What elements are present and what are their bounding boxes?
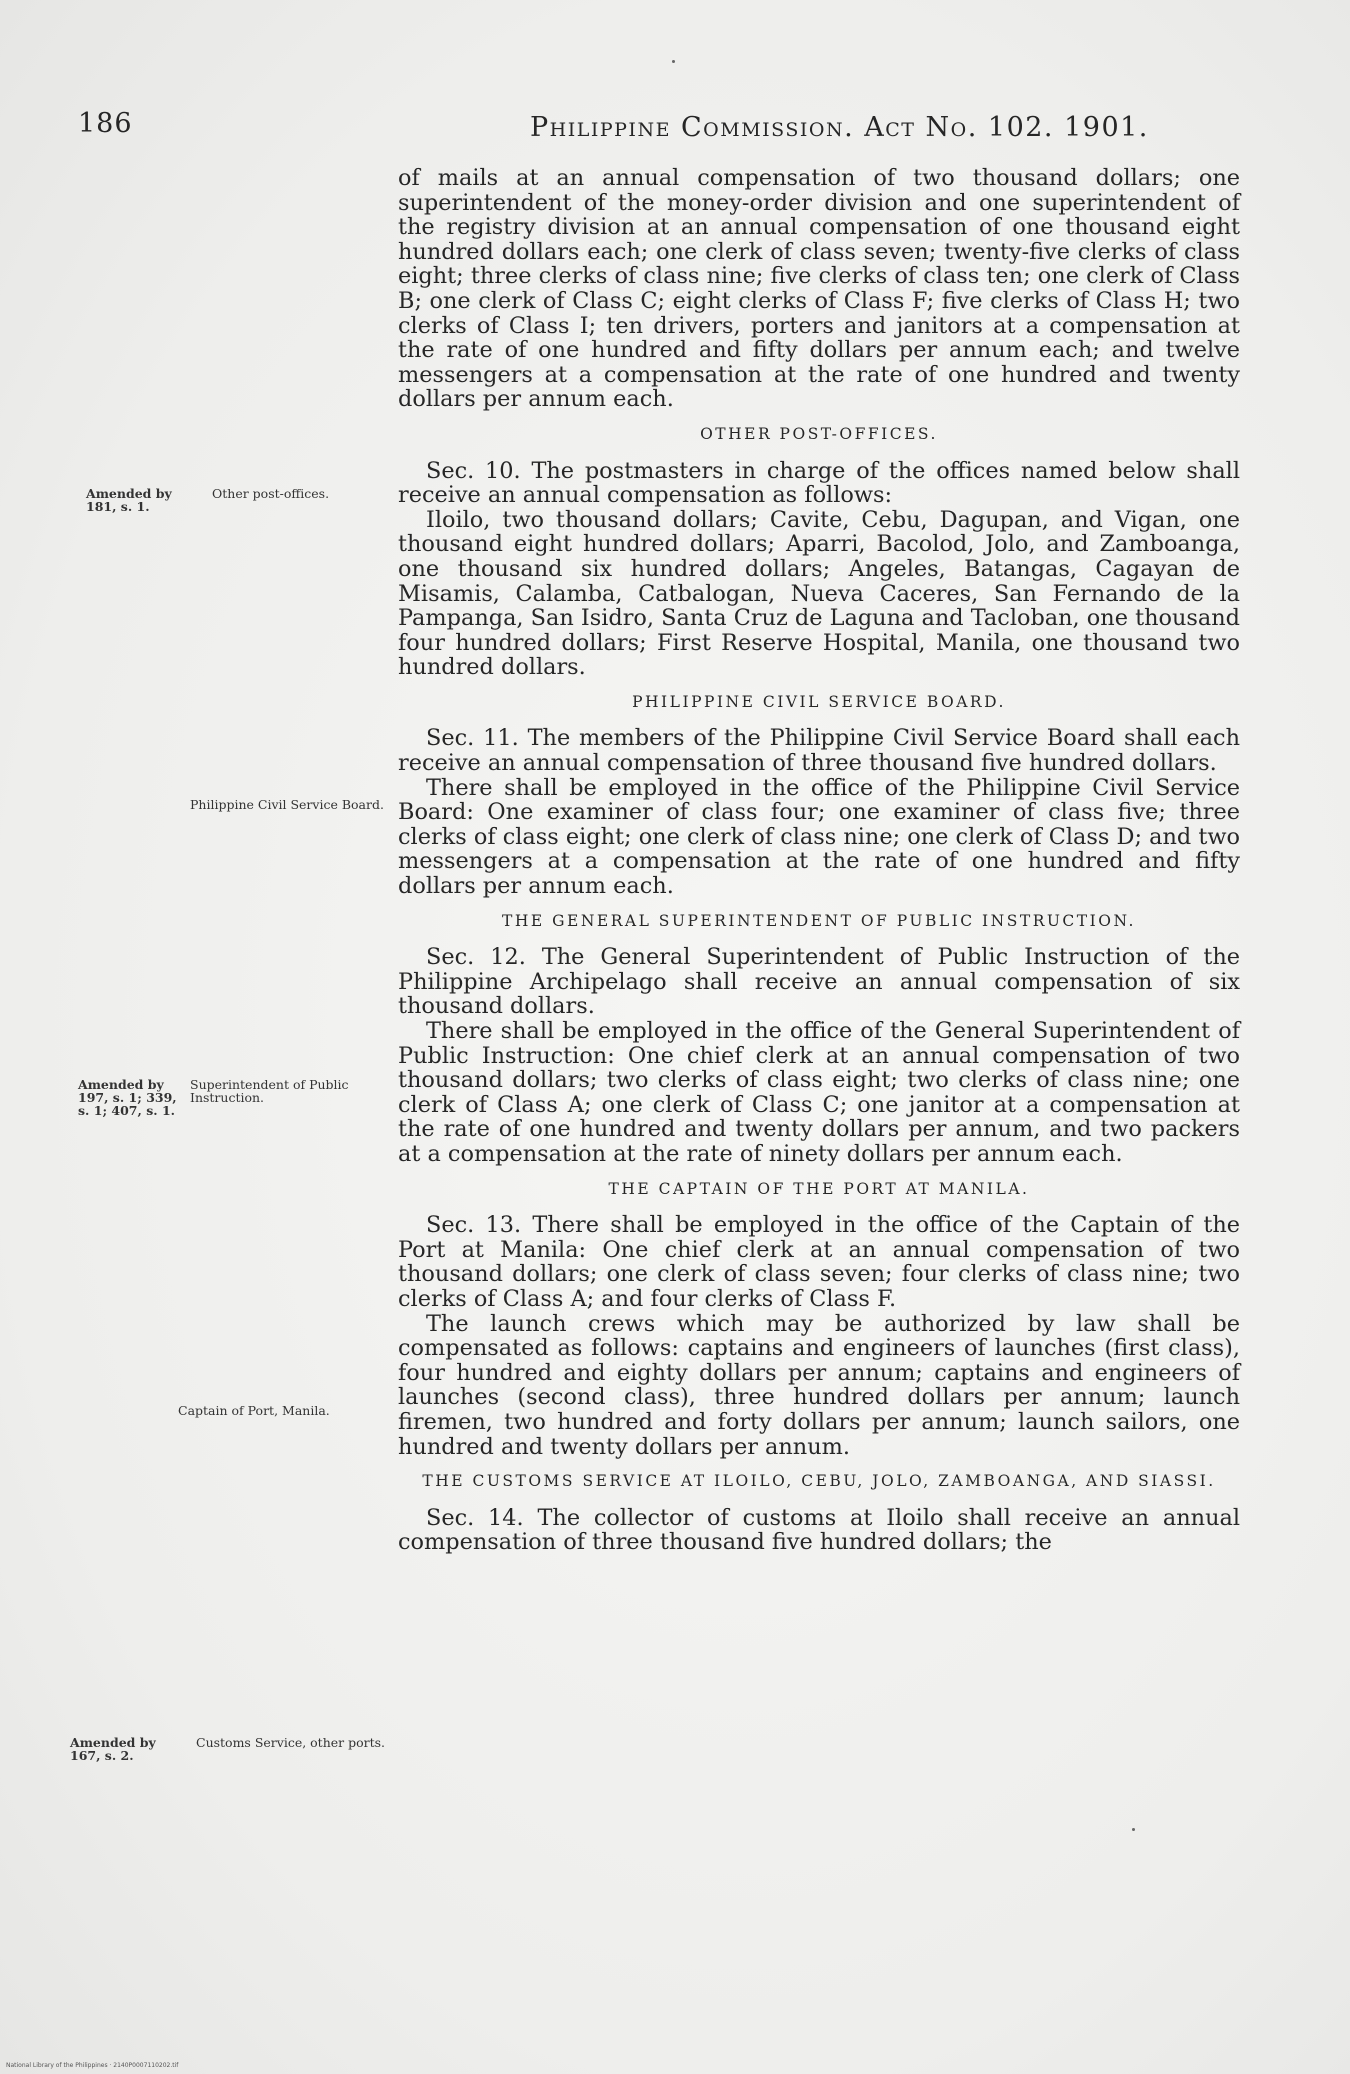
running-head: Philippine Commission. Act No. 102. 1901.	[530, 112, 1149, 143]
paragraph: Iloilo, two thousand dollars; Cavite, Cebu, Dagupan, and Vigan, one thousand eight hundred dollars; Aparri, Bacolod, Jolo, and Zamboanga, one thousand six hundred dollars; Angeles, Batangas, Cagayan de Misamis, Calamba, Catbalogan, Nueva Caceres, San Fernando de la Pampanga, San Isidro, Santa Cruz de Laguna and Tacloban, one thousand four hundred dollars; First Reserve Hospital, Manila, one thousand two hundred dollars.	[398, 506, 1240, 681]
paragraph-sec-13: Sec. 13. There shall be employed in the office of the Captain of the Port at Manila: One chief clerk at an annual compensation of two thousand dollars; one clerk of class seven; four clerks of class nine; two clerks of Class A; and four clerks of Class F.	[398, 1212, 1240, 1312]
paragraph: There shall be employed in the office of the Philippine Civil Service Board: One examiner of class four; one examiner of class five; three clerks of class eight; one clerk of class nine; one clerk of Class D; and two messengers at a compensation at the rate of one hundred and fifty dollars per annum each.	[398, 774, 1240, 900]
margin-note-amended-167: Amended by 167, s. 2.	[70, 1735, 156, 1763]
paragraph: There shall be employed in the office of the General Superintendent of Public Instruction: One chief clerk at an annual compensation of two thousand dollars; two clerks of class eight; two clerks of class nine; one clerk of Class A; one clerk of Class C; one janitor at a compensation at the rate of one hundred and twenty dollars per annum, and two packers at a compensation at the rate of ninety dollars per annum each.	[398, 1018, 1240, 1167]
margin-note-amended-181: Amended by 181, s. 1.	[86, 486, 172, 514]
margin-note-superintendent: Superintendent of Public Instruction.	[190, 1077, 349, 1105]
paragraph: The launch crews which may be authorized by law shall be compensated as follows: captains and engineers of launches (first class), four hundred and eighty dollars per annum; captains and engineers of launches (second class), three hundred dollars per annum; launch firemen, two hundred and forty dollars per annum; launch sailors, one hundred and twenty dollars per annum.	[398, 1310, 1240, 1460]
section-heading-civil-service-board: PHILIPPINE CIVIL SERVICE BOARD.	[632, 692, 1006, 711]
paragraph-sec-12: Sec. 12. The General Superintendent of Public Instruction of the Philippine Archipelago shall receive an annual compensation of six thousand dollars.	[398, 944, 1240, 1020]
margin-note-amended-197: Amended by 197, s. 1; 339, s. 1; 407, s. 1.	[78, 1077, 177, 1118]
scan-speck	[1132, 1828, 1135, 1831]
paragraph-sec-11: Sec. 11. The members of the Philippine Civil Service Board shall each receive an annual compensation of three thousand five hundred dollars.	[398, 725, 1240, 777]
section-heading-customs-service: THE CUSTOMS SERVICE AT ILOILO, CEBU, JOLO, ZAMBOANGA, AND SIASSI.	[422, 1472, 1216, 1491]
margin-note-civil-service-board: Philippine Civil Service Board.	[190, 797, 384, 812]
section-heading-captain-of-port: THE CAPTAIN OF THE PORT AT MANILA.	[608, 1179, 1030, 1198]
section-heading-other-post-offices: OTHER POST-OFFICES.	[700, 424, 938, 443]
margin-note-captain-of-port: Captain of Port, Manila.	[178, 1403, 330, 1418]
scan-footer: National Library of the Philippines · 2140P0007110202.tif	[6, 2062, 179, 2069]
paragraph-sec-14: Sec. 14. The collector of customs at Iloilo shall receive an annual compensation of three thousand five hundred dollars; the	[398, 1504, 1240, 1556]
margin-note-other-post-offices: Other post-offices.	[212, 486, 330, 501]
paragraph-sec-10: Sec. 10. The postmasters in charge of the offices named below shall receive an annual compensation as follows:	[398, 457, 1240, 509]
page-number: 186	[78, 108, 133, 139]
section-heading-public-instruction: THE GENERAL SUPERINTENDENT OF PUBLIC INSTRUCTION.	[502, 911, 1136, 930]
scan-speck	[672, 60, 675, 63]
paragraph: of mails at an annual compensation of two thousand dollars; one superintendent of the money-order division and one superintendent of the registry division at an annual compensation of one thousand eight hundred dollars each; one clerk of class seven; twenty-five clerks of class eight; three clerks of class nine; five clerks of class ten; one clerk of Class B; one clerk of Class C; eight clerks of Class F; five clerks of Class H; two clerks of Class I; ten drivers, porters and janitors at a compensation at the rate of one hundred and fifty dollars per annum each; and twelve messengers at a compensation at the rate of one hundred and twenty dollars per annum each.	[398, 165, 1240, 413]
margin-note-customs-service: Customs Service, other ports.	[196, 1735, 386, 1750]
main-text	[398, 166, 1240, 1555]
